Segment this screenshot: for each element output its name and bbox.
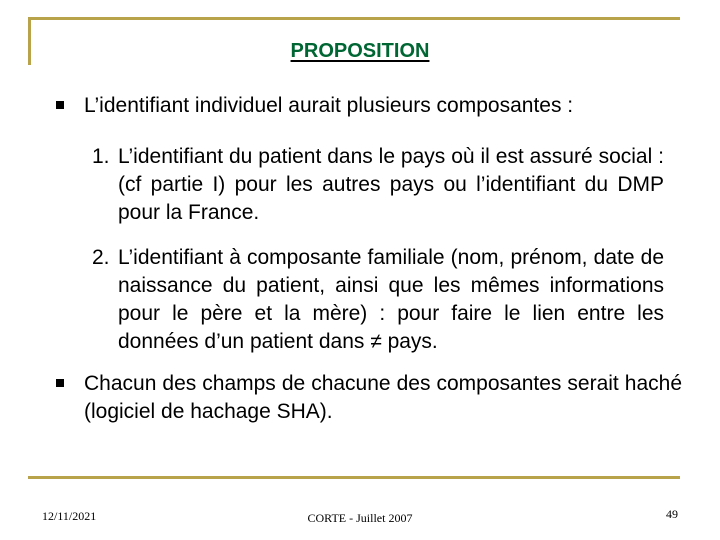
frame-top-rule: [28, 17, 680, 20]
bullet-text: Chacun des champs de chacune des composantes serait haché (logiciel de hachage SHA).: [84, 372, 682, 423]
item-text: L’identifiant du patient dans le pays où il est assuré social : (cf partie I) pour les autres pays ou l’identifiant du DMP pour la France.: [118, 145, 664, 224]
frame-bottom-rule: [28, 476, 680, 479]
square-bullet-icon: [56, 101, 64, 109]
bullet-text: L’identifiant individuel aurait plusieurs composantes :: [84, 94, 574, 117]
numbered-item-2: [92, 244, 664, 356]
footer-date: 12/11/2021: [42, 509, 97, 523]
bullet-item-1: [56, 92, 682, 120]
slide-title: PROPOSITION: [290, 40, 430, 62]
item-number: 1.: [92, 145, 110, 168]
square-bullet-icon: [56, 379, 64, 387]
item-text: L’identifiant à composante familiale (nom, prénom, date de naissance du patient, ainsi que les mêmes informations pour le père et la mère) : pour faire le lien entre les données d’un patient dans ≠ pays.: [118, 246, 664, 353]
bullet-item-2: [56, 370, 682, 426]
footer-page-number: 49: [666, 507, 678, 521]
item-number: 2.: [92, 246, 110, 269]
footer-center-text: CORTE - Juillet 2007: [307, 511, 413, 525]
slide-title-container: [0, 38, 720, 64]
numbered-item-1: [92, 143, 664, 227]
